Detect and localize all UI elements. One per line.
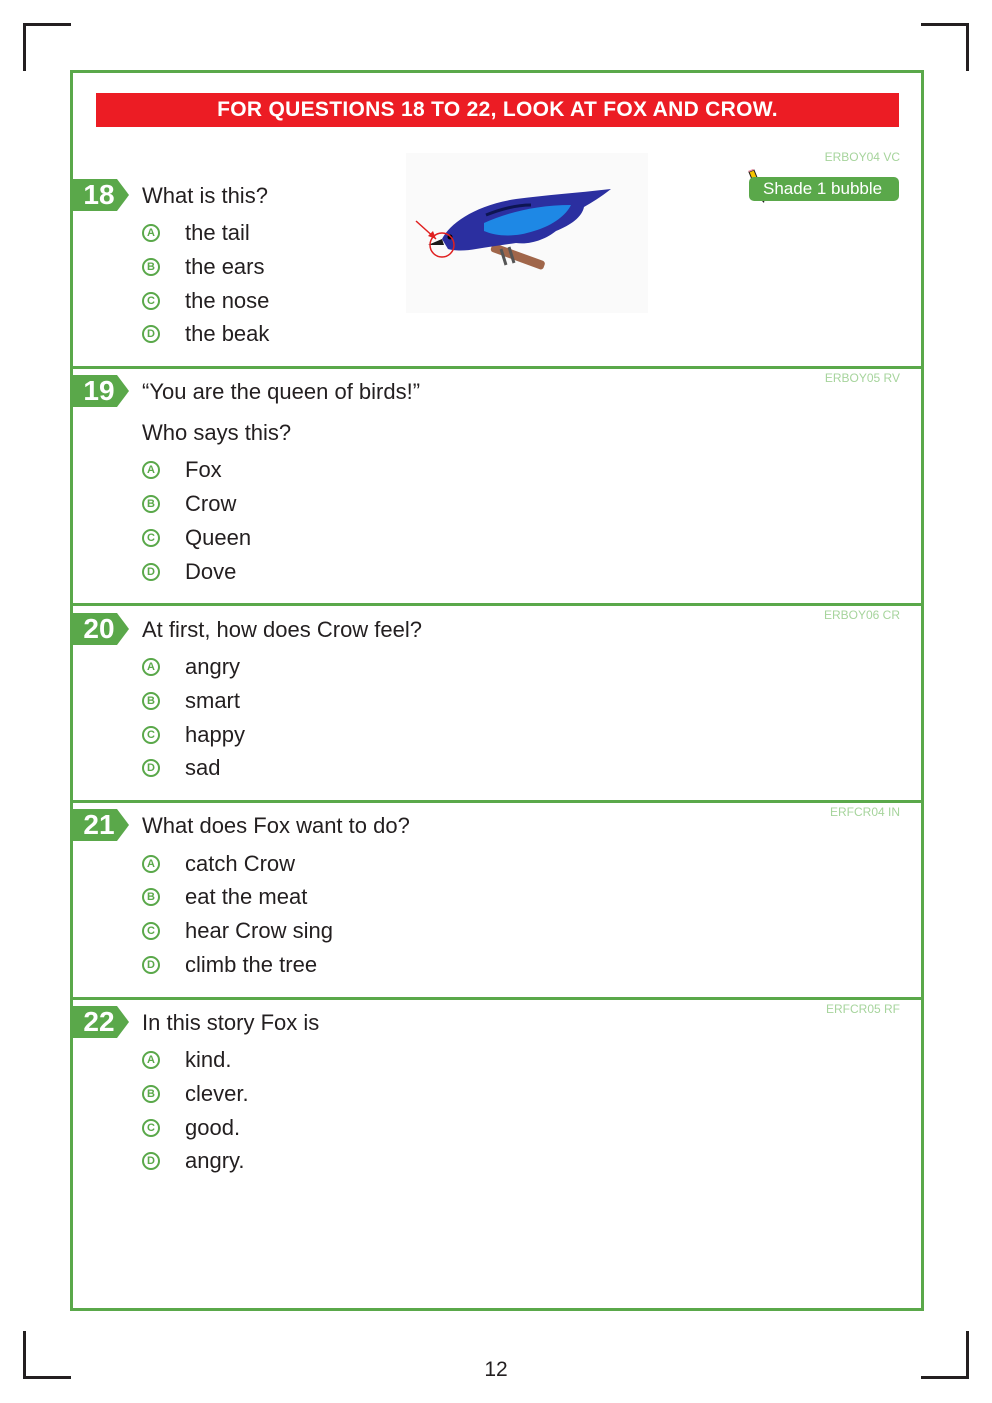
option-text: kind. bbox=[185, 1047, 232, 1072]
answer-bubble[interactable]: D bbox=[142, 956, 160, 974]
answer-bubble[interactable]: C bbox=[142, 726, 160, 744]
option-text: clever. bbox=[185, 1081, 249, 1106]
crop-mark-top-left-h bbox=[23, 23, 71, 26]
item-code: ERFCR04 IN bbox=[829, 805, 900, 819]
answer-bubble[interactable]: B bbox=[142, 1085, 160, 1103]
question-quote: “You are the queen of birds!” bbox=[142, 379, 421, 404]
answer-bubble[interactable]: C bbox=[142, 292, 160, 310]
answer-bubble[interactable]: A bbox=[142, 224, 160, 242]
item-code: ERBOY05 RV bbox=[824, 371, 900, 385]
question-22 bbox=[73, 1000, 921, 1300]
answer-bubble[interactable]: B bbox=[142, 495, 160, 513]
answer-bubble[interactable]: B bbox=[142, 692, 160, 710]
question-number: 20 bbox=[83, 613, 115, 644]
option-text: eat the meat bbox=[185, 884, 308, 909]
crop-mark-top-right-h bbox=[921, 23, 969, 26]
question-19 bbox=[73, 369, 921, 603]
option-text: Crow bbox=[185, 491, 237, 516]
answer-bubble[interactable]: A bbox=[142, 855, 160, 873]
option-text: angry. bbox=[185, 1148, 245, 1173]
option-text: the tail bbox=[185, 220, 250, 245]
answer-bubble[interactable]: D bbox=[142, 759, 160, 777]
crop-mark-top-right-v bbox=[966, 23, 969, 71]
crow-illustration bbox=[406, 153, 648, 313]
option-text: Fox bbox=[185, 457, 222, 482]
question-text: What is this? bbox=[142, 183, 268, 208]
question-number: 22 bbox=[83, 1006, 115, 1037]
option-text: happy bbox=[185, 722, 245, 747]
answer-bubble[interactable]: C bbox=[142, 529, 160, 547]
page-number: 12 bbox=[484, 1358, 508, 1381]
question-text: Who says this? bbox=[142, 420, 292, 445]
question-number-badge bbox=[73, 613, 129, 645]
question-number: 21 bbox=[83, 809, 115, 840]
question-text: At first, how does Crow feel? bbox=[142, 617, 423, 642]
option-text: Queen bbox=[185, 525, 252, 550]
question-text: In this story Fox is bbox=[142, 1010, 320, 1035]
option-text: the nose bbox=[185, 288, 270, 313]
answer-bubble[interactable]: C bbox=[142, 1119, 160, 1137]
option-text: good. bbox=[185, 1115, 241, 1140]
option-text: the ears bbox=[185, 254, 265, 279]
question-frame bbox=[70, 70, 924, 1311]
answer-bubble[interactable]: A bbox=[142, 658, 160, 676]
answer-bubble[interactable]: C bbox=[142, 922, 160, 940]
answer-bubble[interactable]: B bbox=[142, 888, 160, 906]
question-number: 18 bbox=[83, 179, 115, 210]
option-text: hear Crow sing bbox=[185, 918, 333, 943]
option-text: sad bbox=[185, 755, 221, 780]
question-18 bbox=[73, 73, 921, 366]
answer-bubble[interactable]: B bbox=[142, 258, 160, 276]
question-text: What does Fox want to do? bbox=[142, 813, 410, 838]
question-number-badge bbox=[73, 809, 129, 841]
answer-bubble[interactable]: A bbox=[142, 1051, 160, 1069]
shade-instruction: Shade 1 bubble bbox=[763, 179, 883, 198]
question-number-badge bbox=[73, 1006, 129, 1038]
item-code: ERBOY06 CR bbox=[823, 608, 900, 622]
question-number-badge bbox=[73, 179, 129, 211]
option-text: catch Crow bbox=[185, 851, 296, 876]
crow-icon bbox=[406, 153, 648, 313]
answer-bubble[interactable]: D bbox=[142, 563, 160, 581]
option-text: the beak bbox=[185, 321, 270, 346]
question-20 bbox=[73, 606, 921, 800]
instruction-banner: FOR QUESTIONS 18 TO 22, LOOK AT FOX AND CROW. bbox=[96, 93, 899, 127]
option-text: angry bbox=[185, 654, 241, 679]
question-21 bbox=[73, 803, 921, 997]
option-text: smart bbox=[185, 688, 240, 713]
shade-bubble-badge bbox=[749, 177, 899, 201]
crop-mark-top-left-v bbox=[23, 23, 26, 71]
question-number: 19 bbox=[83, 375, 115, 406]
item-code: ERFCR05 RF bbox=[825, 1002, 900, 1016]
item-code: ERBOY04 VC bbox=[824, 150, 900, 164]
answer-bubble[interactable]: A bbox=[142, 461, 160, 479]
answer-bubble[interactable]: D bbox=[142, 1152, 160, 1170]
option-text: Dove bbox=[185, 559, 237, 584]
option-text: climb the tree bbox=[185, 952, 318, 977]
question-number-badge bbox=[73, 375, 129, 407]
answer-bubble[interactable]: D bbox=[142, 325, 160, 343]
